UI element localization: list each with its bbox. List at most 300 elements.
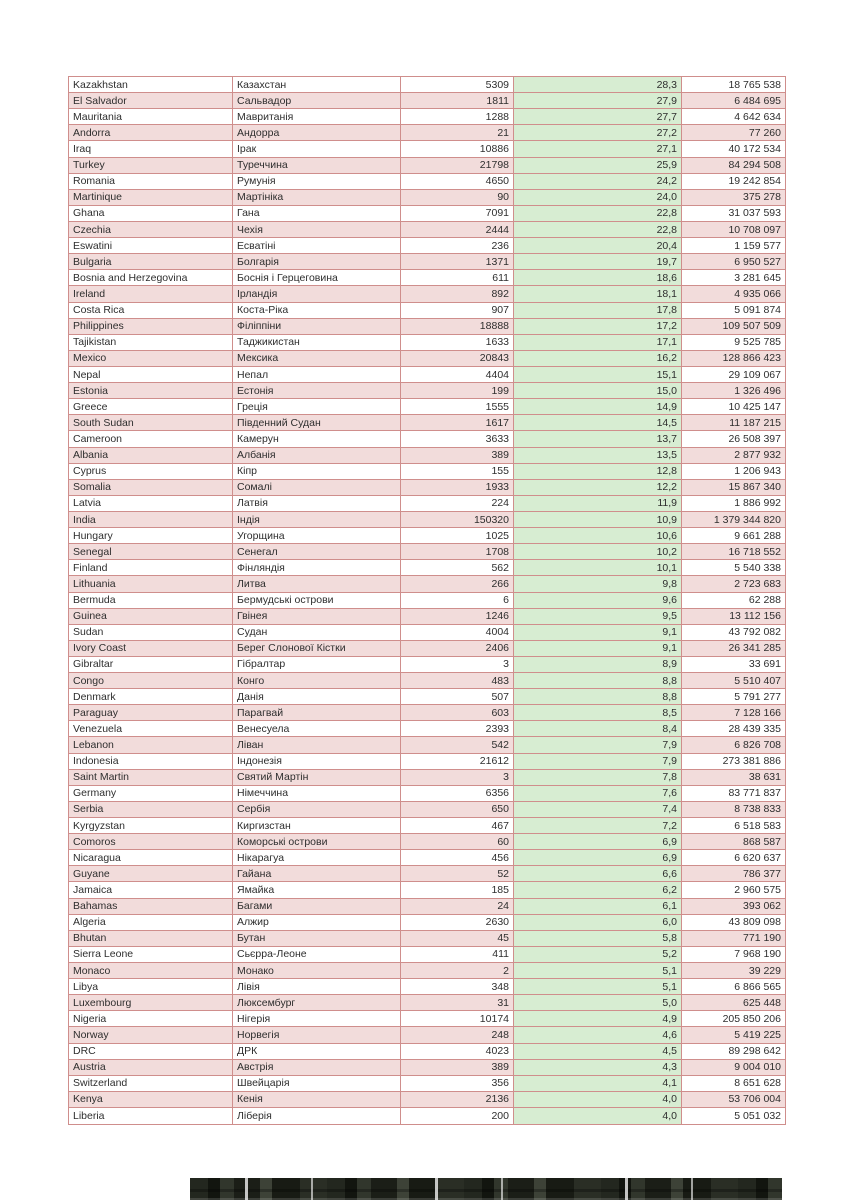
rate-cell: 11,9 — [514, 496, 682, 511]
rate-cell: 10,2 — [514, 544, 682, 559]
table-row — [69, 1092, 785, 1108]
count-value-cell: 45 — [401, 931, 514, 946]
count-value-cell: 467 — [401, 818, 514, 833]
table-row — [69, 625, 785, 641]
table-row — [69, 464, 785, 480]
rate-cell: 5,0 — [514, 995, 682, 1010]
count-value-cell: 7091 — [401, 206, 514, 221]
rate-cell: 17,2 — [514, 319, 682, 334]
population-cell: 29 109 067 — [682, 367, 785, 382]
population-cell: 1 326 496 — [682, 383, 785, 398]
country-name-en-cell: Ivory Coast — [69, 641, 233, 656]
population-cell: 393 062 — [682, 899, 785, 914]
rate-cell: 7,4 — [514, 802, 682, 817]
rate-cell: 4,1 — [514, 1076, 682, 1091]
table-row — [69, 431, 785, 447]
table-row — [69, 109, 785, 125]
country-name-uk-cell: Берег Слонової Кістки — [233, 641, 401, 656]
rate-cell: 18,6 — [514, 270, 682, 285]
rate-cell: 27,1 — [514, 141, 682, 156]
country-name-uk-cell: Ірландія — [233, 286, 401, 301]
population-cell: 6 950 527 — [682, 254, 785, 269]
country-name-en-cell: Kyrgyzstan — [69, 818, 233, 833]
country-name-en-cell: Sudan — [69, 625, 233, 640]
country-name-uk-cell: Гвінея — [233, 609, 401, 624]
population-cell: 77 260 — [682, 125, 785, 140]
table-row — [69, 125, 785, 141]
country-name-en-cell: Turkey — [69, 158, 233, 173]
population-cell: 1 379 344 820 — [682, 512, 785, 527]
count-value-cell: 1617 — [401, 415, 514, 430]
country-name-en-cell: Bosnia and Herzegovina — [69, 270, 233, 285]
country-name-en-cell: South Sudan — [69, 415, 233, 430]
country-name-en-cell: Martinique — [69, 190, 233, 205]
country-name-en-cell: Costa Rica — [69, 303, 233, 318]
rate-cell: 6,9 — [514, 834, 682, 849]
country-name-uk-cell: Монако — [233, 963, 401, 978]
country-name-en-cell: Mauritania — [69, 109, 233, 124]
rate-cell: 7,8 — [514, 770, 682, 785]
country-name-uk-cell: Казахстан — [233, 77, 401, 92]
rate-cell: 18,1 — [514, 286, 682, 301]
population-cell: 8 738 833 — [682, 802, 785, 817]
population-cell: 3 281 645 — [682, 270, 785, 285]
population-cell: 53 706 004 — [682, 1092, 785, 1107]
table-row — [69, 576, 785, 592]
rate-cell: 17,8 — [514, 303, 682, 318]
population-cell: 868 587 — [682, 834, 785, 849]
table-row — [69, 480, 785, 496]
count-value-cell: 248 — [401, 1027, 514, 1042]
country-name-uk-cell: Конго — [233, 673, 401, 688]
country-name-uk-cell: Киргизстан — [233, 818, 401, 833]
country-name-uk-cell: Австрія — [233, 1060, 401, 1075]
country-name-en-cell: Ghana — [69, 206, 233, 221]
rate-cell: 24,0 — [514, 190, 682, 205]
table-row — [69, 786, 785, 802]
table-row — [69, 931, 785, 947]
country-name-en-cell: Guinea — [69, 609, 233, 624]
table-row — [69, 1044, 785, 1060]
rate-cell: 22,8 — [514, 206, 682, 221]
rate-cell: 4,3 — [514, 1060, 682, 1075]
table-row — [69, 705, 785, 721]
count-value-cell: 6356 — [401, 786, 514, 801]
population-cell: 18 765 538 — [682, 77, 785, 92]
country-name-en-cell: Sierra Leone — [69, 947, 233, 962]
country-name-uk-cell: ДРК — [233, 1044, 401, 1059]
country-name-en-cell: Kenya — [69, 1092, 233, 1107]
table-row — [69, 286, 785, 302]
table-row — [69, 995, 785, 1011]
country-name-en-cell: Andorra — [69, 125, 233, 140]
count-value-cell: 892 — [401, 286, 514, 301]
rate-cell: 9,1 — [514, 641, 682, 656]
population-cell: 273 381 886 — [682, 754, 785, 769]
population-cell: 128 866 423 — [682, 351, 785, 366]
rate-cell: 9,8 — [514, 576, 682, 591]
country-name-uk-cell: Боснія і Герцеговина — [233, 270, 401, 285]
rate-cell: 8,5 — [514, 705, 682, 720]
table-row — [69, 206, 785, 222]
population-cell: 40 172 534 — [682, 141, 785, 156]
country-name-en-cell: Jamaica — [69, 882, 233, 897]
rate-cell: 4,0 — [514, 1092, 682, 1107]
rate-cell: 20,4 — [514, 238, 682, 253]
rate-cell: 6,0 — [514, 915, 682, 930]
country-name-uk-cell: Мексика — [233, 351, 401, 366]
country-name-uk-cell: Мартініка — [233, 190, 401, 205]
population-cell: 7 128 166 — [682, 705, 785, 720]
count-value-cell: 356 — [401, 1076, 514, 1091]
country-name-uk-cell: Люксембург — [233, 995, 401, 1010]
count-value-cell: 52 — [401, 866, 514, 881]
table-row — [69, 190, 785, 206]
population-cell: 205 850 206 — [682, 1011, 785, 1026]
count-value-cell: 2 — [401, 963, 514, 978]
country-name-en-cell: Bermuda — [69, 593, 233, 608]
population-cell: 5 091 874 — [682, 303, 785, 318]
table-row — [69, 367, 785, 383]
rate-cell: 5,1 — [514, 963, 682, 978]
population-cell: 38 631 — [682, 770, 785, 785]
table-row — [69, 1011, 785, 1027]
country-name-en-cell: Bulgaria — [69, 254, 233, 269]
table-row — [69, 222, 785, 238]
country-name-en-cell: Cyprus — [69, 464, 233, 479]
table-row — [69, 1060, 785, 1076]
table-row — [69, 141, 785, 157]
population-cell: 6 620 637 — [682, 850, 785, 865]
population-cell: 7 968 190 — [682, 947, 785, 962]
count-value-cell: 1371 — [401, 254, 514, 269]
country-name-en-cell: Eswatini — [69, 238, 233, 253]
count-value-cell: 1708 — [401, 544, 514, 559]
rate-cell: 17,1 — [514, 335, 682, 350]
population-cell: 43 809 098 — [682, 915, 785, 930]
country-name-uk-cell: Багами — [233, 899, 401, 914]
country-name-en-cell: Monaco — [69, 963, 233, 978]
population-cell: 89 298 642 — [682, 1044, 785, 1059]
country-name-en-cell: Switzerland — [69, 1076, 233, 1091]
country-name-uk-cell: Андорра — [233, 125, 401, 140]
country-name-en-cell: Romania — [69, 174, 233, 189]
count-value-cell: 185 — [401, 882, 514, 897]
country-name-uk-cell: Румунія — [233, 174, 401, 189]
population-cell: 5 510 407 — [682, 673, 785, 688]
country-name-uk-cell: Латвія — [233, 496, 401, 511]
country-name-en-cell: Saint Martin — [69, 770, 233, 785]
country-name-uk-cell: Фінляндія — [233, 560, 401, 575]
count-value-cell: 199 — [401, 383, 514, 398]
count-value-cell: 10174 — [401, 1011, 514, 1026]
count-value-cell: 1811 — [401, 93, 514, 108]
table-row — [69, 915, 785, 931]
rate-cell: 12,2 — [514, 480, 682, 495]
country-name-uk-cell: Сьєрра-Леоне — [233, 947, 401, 962]
table-row — [69, 77, 785, 93]
rate-cell: 8,8 — [514, 673, 682, 688]
rate-cell: 28,3 — [514, 77, 682, 92]
count-value-cell: 10886 — [401, 141, 514, 156]
population-cell: 6 484 695 — [682, 93, 785, 108]
country-name-en-cell: Hungary — [69, 528, 233, 543]
country-name-uk-cell: Гібралтар — [233, 657, 401, 672]
population-cell: 1 159 577 — [682, 238, 785, 253]
count-value-cell: 21612 — [401, 754, 514, 769]
table-row — [69, 174, 785, 190]
country-name-uk-cell: Ліберія — [233, 1108, 401, 1124]
country-name-en-cell: Tajikistan — [69, 335, 233, 350]
rate-cell: 5,2 — [514, 947, 682, 962]
population-cell: 8 651 628 — [682, 1076, 785, 1091]
country-name-en-cell: Mexico — [69, 351, 233, 366]
count-value-cell: 411 — [401, 947, 514, 962]
glitch-artifact — [190, 1178, 782, 1200]
rate-cell: 7,9 — [514, 754, 682, 769]
count-value-cell: 1246 — [401, 609, 514, 624]
country-name-en-cell: Somalia — [69, 480, 233, 495]
country-name-en-cell: Venezuela — [69, 721, 233, 736]
country-name-en-cell: Bahamas — [69, 899, 233, 914]
country-name-uk-cell: Есватіні — [233, 238, 401, 253]
table-row — [69, 93, 785, 109]
country-name-en-cell: Lithuania — [69, 576, 233, 591]
country-name-uk-cell: Нікарагуа — [233, 850, 401, 865]
rate-cell: 14,5 — [514, 415, 682, 430]
count-value-cell: 6 — [401, 593, 514, 608]
population-cell: 786 377 — [682, 866, 785, 881]
population-cell: 26 508 397 — [682, 431, 785, 446]
country-name-en-cell: Philippines — [69, 319, 233, 334]
count-value-cell: 2393 — [401, 721, 514, 736]
count-value-cell: 1633 — [401, 335, 514, 350]
count-value-cell: 2406 — [401, 641, 514, 656]
country-name-uk-cell: Індія — [233, 512, 401, 527]
rate-cell: 4,5 — [514, 1044, 682, 1059]
country-name-en-cell: Paraguay — [69, 705, 233, 720]
table-row — [69, 544, 785, 560]
population-cell: 1 206 943 — [682, 464, 785, 479]
population-cell: 83 771 837 — [682, 786, 785, 801]
rate-cell: 7,2 — [514, 818, 682, 833]
count-value-cell: 21 — [401, 125, 514, 140]
table-row — [69, 866, 785, 882]
rate-cell: 13,7 — [514, 431, 682, 446]
count-value-cell: 389 — [401, 1060, 514, 1075]
table-row — [69, 641, 785, 657]
country-name-uk-cell: Бермудські острови — [233, 593, 401, 608]
population-cell: 43 792 082 — [682, 625, 785, 640]
country-name-uk-cell: Нігерія — [233, 1011, 401, 1026]
population-cell: 2 723 683 — [682, 576, 785, 591]
country-name-en-cell: Bhutan — [69, 931, 233, 946]
rate-cell: 16,2 — [514, 351, 682, 366]
count-value-cell: 3633 — [401, 431, 514, 446]
population-cell: 39 229 — [682, 963, 785, 978]
country-name-uk-cell: Туреччина — [233, 158, 401, 173]
country-name-en-cell: Kazakhstan — [69, 77, 233, 92]
population-cell: 1 886 992 — [682, 496, 785, 511]
rate-cell: 14,9 — [514, 399, 682, 414]
country-name-en-cell: Nepal — [69, 367, 233, 382]
country-name-uk-cell: Кіпр — [233, 464, 401, 479]
population-cell: 15 867 340 — [682, 480, 785, 495]
country-name-uk-cell: Німеччина — [233, 786, 401, 801]
count-value-cell: 650 — [401, 802, 514, 817]
country-name-en-cell: Algeria — [69, 915, 233, 930]
table-row — [69, 448, 785, 464]
country-name-uk-cell: Норвегія — [233, 1027, 401, 1042]
count-value-cell: 2136 — [401, 1092, 514, 1107]
country-name-uk-cell: Угорщина — [233, 528, 401, 543]
table-row — [69, 528, 785, 544]
country-table — [68, 76, 786, 1125]
count-value-cell: 4023 — [401, 1044, 514, 1059]
rate-cell: 9,5 — [514, 609, 682, 624]
country-name-uk-cell: Сербія — [233, 802, 401, 817]
rate-cell: 4,9 — [514, 1011, 682, 1026]
rate-cell: 27,2 — [514, 125, 682, 140]
count-value-cell: 456 — [401, 850, 514, 865]
country-name-en-cell: Senegal — [69, 544, 233, 559]
country-name-uk-cell: Литва — [233, 576, 401, 591]
rate-cell: 6,1 — [514, 899, 682, 914]
rate-cell: 24,2 — [514, 174, 682, 189]
population-cell: 5 791 277 — [682, 689, 785, 704]
country-name-uk-cell: Алжир — [233, 915, 401, 930]
table-row — [69, 1076, 785, 1092]
table-row — [69, 270, 785, 286]
country-name-en-cell: Latvia — [69, 496, 233, 511]
count-value-cell: 2630 — [401, 915, 514, 930]
rate-cell: 19,7 — [514, 254, 682, 269]
rate-cell: 13,5 — [514, 448, 682, 463]
table-row — [69, 303, 785, 319]
table-row — [69, 754, 785, 770]
country-name-uk-cell: Сальвадор — [233, 93, 401, 108]
country-name-uk-cell: Непал — [233, 367, 401, 382]
rate-cell: 7,9 — [514, 737, 682, 752]
country-name-uk-cell: Ямайка — [233, 882, 401, 897]
country-name-en-cell: DRC — [69, 1044, 233, 1059]
count-value-cell: 90 — [401, 190, 514, 205]
country-name-uk-cell: Кенія — [233, 1092, 401, 1107]
table-row — [69, 721, 785, 737]
rate-cell: 27,7 — [514, 109, 682, 124]
rate-cell: 10,1 — [514, 560, 682, 575]
count-value-cell: 4404 — [401, 367, 514, 382]
country-name-en-cell: Finland — [69, 560, 233, 575]
population-cell: 2 877 932 — [682, 448, 785, 463]
population-cell: 625 448 — [682, 995, 785, 1010]
table-row — [69, 560, 785, 576]
table-row — [69, 496, 785, 512]
table-row — [69, 383, 785, 399]
country-name-en-cell: India — [69, 512, 233, 527]
count-value-cell: 1288 — [401, 109, 514, 124]
population-cell: 11 187 215 — [682, 415, 785, 430]
rate-cell: 5,8 — [514, 931, 682, 946]
country-name-en-cell: El Salvador — [69, 93, 233, 108]
country-name-uk-cell: Гайана — [233, 866, 401, 881]
rate-cell: 15,1 — [514, 367, 682, 382]
rate-cell: 12,8 — [514, 464, 682, 479]
country-name-en-cell: Denmark — [69, 689, 233, 704]
country-name-uk-cell: Гана — [233, 206, 401, 221]
rate-cell: 10,9 — [514, 512, 682, 527]
country-name-uk-cell: Ліван — [233, 737, 401, 752]
country-name-uk-cell: Сомалі — [233, 480, 401, 495]
table-row — [69, 770, 785, 786]
table-row — [69, 399, 785, 415]
count-value-cell: 150320 — [401, 512, 514, 527]
population-cell: 9 004 010 — [682, 1060, 785, 1075]
country-name-en-cell: Czechia — [69, 222, 233, 237]
table-row — [69, 737, 785, 753]
table-row — [69, 238, 785, 254]
rate-cell: 4,0 — [514, 1108, 682, 1124]
population-cell: 109 507 509 — [682, 319, 785, 334]
count-value-cell: 603 — [401, 705, 514, 720]
rate-cell: 22,8 — [514, 222, 682, 237]
country-name-uk-cell: Естонія — [233, 383, 401, 398]
population-cell: 375 278 — [682, 190, 785, 205]
count-value-cell: 562 — [401, 560, 514, 575]
population-cell: 19 242 854 — [682, 174, 785, 189]
count-value-cell: 236 — [401, 238, 514, 253]
count-value-cell: 389 — [401, 448, 514, 463]
population-cell: 6 866 565 — [682, 979, 785, 994]
country-name-uk-cell: Греція — [233, 399, 401, 414]
rate-cell: 7,6 — [514, 786, 682, 801]
table-row — [69, 415, 785, 431]
country-name-en-cell: Lebanon — [69, 737, 233, 752]
rate-cell: 10,6 — [514, 528, 682, 543]
count-value-cell: 60 — [401, 834, 514, 849]
country-name-uk-cell: Філіппіни — [233, 319, 401, 334]
population-cell: 5 051 032 — [682, 1108, 785, 1124]
country-name-uk-cell: Святий Мартін — [233, 770, 401, 785]
population-cell: 5 419 225 — [682, 1027, 785, 1042]
country-name-uk-cell: Болгарія — [233, 254, 401, 269]
count-value-cell: 348 — [401, 979, 514, 994]
population-cell: 9 525 785 — [682, 335, 785, 350]
rate-cell: 4,6 — [514, 1027, 682, 1042]
country-name-en-cell: Congo — [69, 673, 233, 688]
country-name-en-cell: Albania — [69, 448, 233, 463]
rate-cell: 8,9 — [514, 657, 682, 672]
table-row — [69, 593, 785, 609]
rate-cell: 8,4 — [514, 721, 682, 736]
country-name-uk-cell: Ірак — [233, 141, 401, 156]
count-value-cell: 3 — [401, 657, 514, 672]
count-value-cell: 200 — [401, 1108, 514, 1124]
country-name-en-cell: Nigeria — [69, 1011, 233, 1026]
count-value-cell: 611 — [401, 270, 514, 285]
country-name-uk-cell: Венесуела — [233, 721, 401, 736]
population-cell: 9 661 288 — [682, 528, 785, 543]
country-name-en-cell: Comoros — [69, 834, 233, 849]
country-name-uk-cell: Індонезія — [233, 754, 401, 769]
country-name-uk-cell: Данія — [233, 689, 401, 704]
population-cell: 84 294 508 — [682, 158, 785, 173]
table-row — [69, 657, 785, 673]
count-value-cell: 31 — [401, 995, 514, 1010]
rate-cell: 15,0 — [514, 383, 682, 398]
table-row — [69, 1027, 785, 1043]
country-name-uk-cell: Коморські острови — [233, 834, 401, 849]
